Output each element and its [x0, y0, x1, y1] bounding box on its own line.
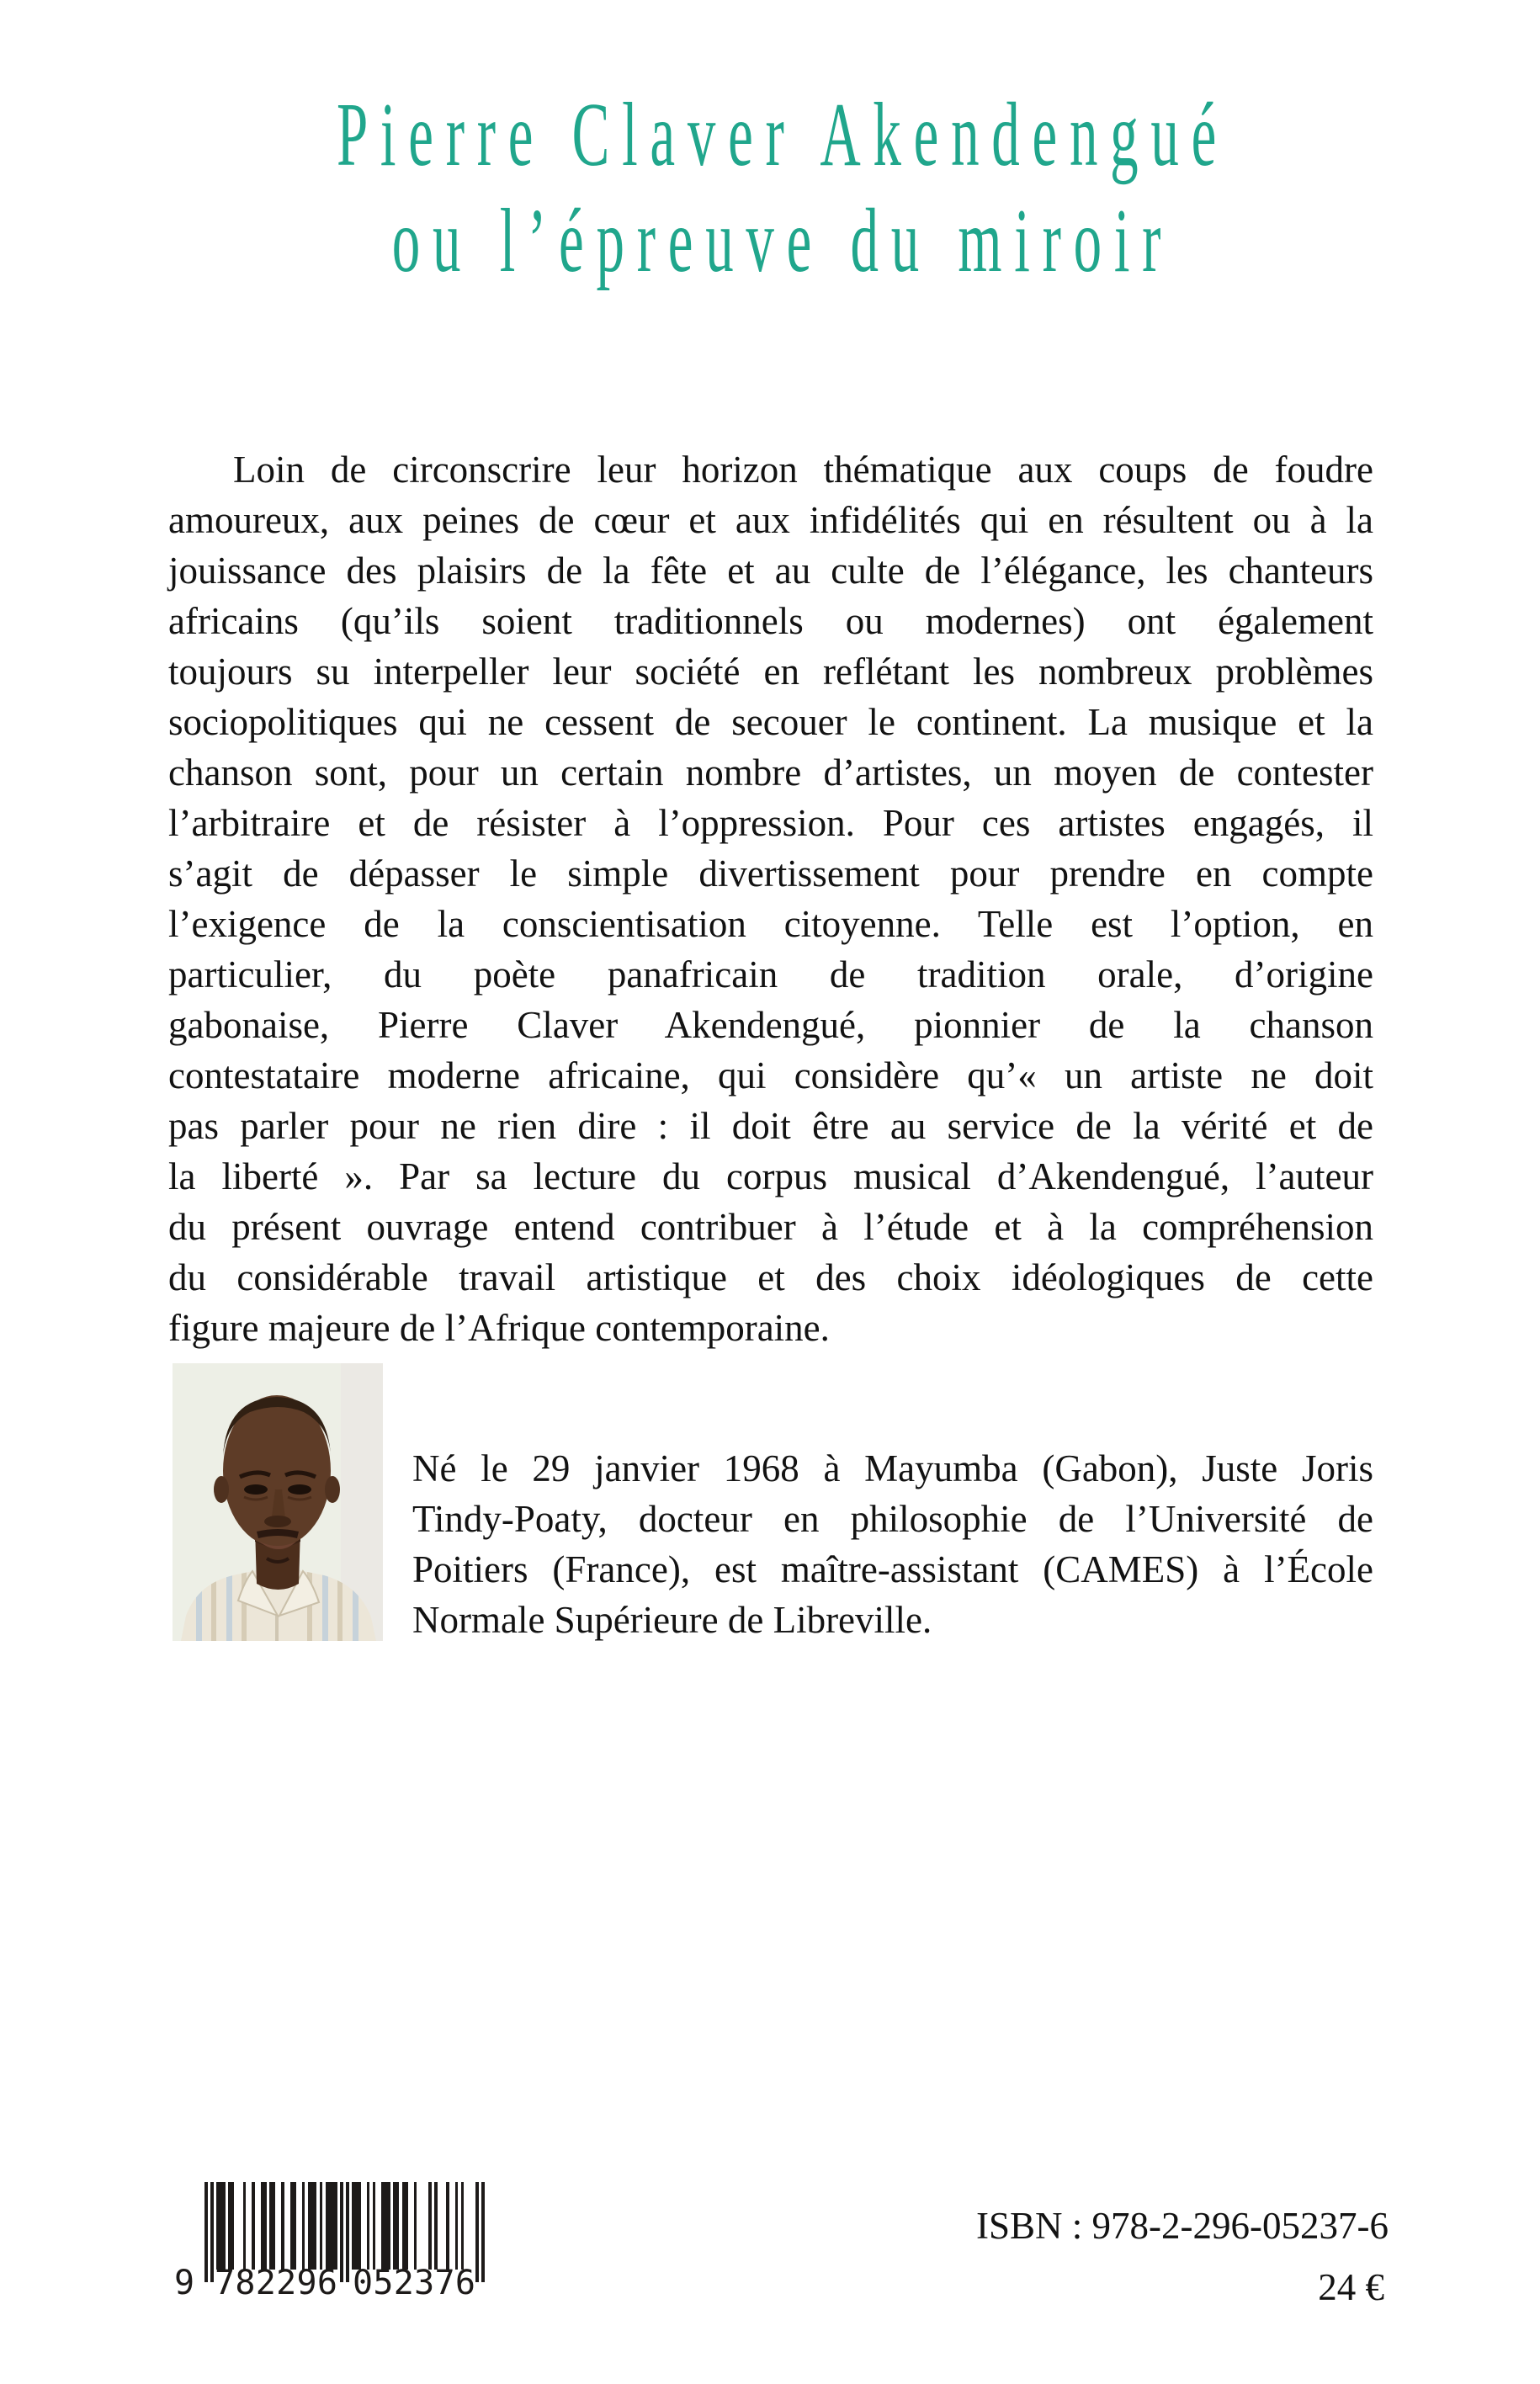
synopsis-line: l’arbitraire et de résister à l’oppression. Pour ces artistes engagés, il	[168, 802, 1373, 844]
synopsis-line: pas parler pour ne rien dire : il doit être au service de la vérité et de	[168, 1105, 1373, 1147]
bio-line: Tindy-Poaty, docteur en philosophie de l’Université de	[412, 1498, 1373, 1540]
bio-line: Né le 29 janvier 1968 à Mayumba (Gabon), Juste Joris	[412, 1447, 1373, 1489]
synopsis-line: sociopolitiques qui ne cessent de secouer le continent. La musique et la	[168, 701, 1373, 743]
synopsis-line: figure majeure de l’Afrique contemporaine.	[168, 1307, 830, 1349]
synopsis-line: s’agit de dépasser le simple divertissement pour prendre en compte	[168, 852, 1373, 895]
barcode-digit-group-2: 0 5 2 3 7 6	[353, 2264, 475, 2302]
author-portrait-illustration	[173, 1363, 383, 1641]
synopsis-line: particulier, du poète panafricain de tradition orale, d’origine	[168, 953, 1373, 996]
book-title-line-1: Pierre Claver Akendengué	[336, 85, 1229, 185]
synopsis-paragraph	[168, 444, 1373, 1353]
eye-right	[288, 1484, 311, 1495]
author-photo	[173, 1363, 383, 1641]
synopsis-line: contestataire moderne africaine, qui considère qu’« un artiste ne doit	[168, 1054, 1373, 1096]
synopsis-line: du présent ouvrage entend contribuer à l’étude et à la compréhension	[168, 1206, 1373, 1248]
barcode-digit-group-1: 7 8 2 2 9 6	[215, 2264, 337, 2302]
synopsis-line: amoureux, aux peines de cœur et aux infidélités qui en résultent ou à la	[168, 499, 1373, 541]
synopsis-line: gabonaise, Pierre Claver Akendengué, pionnier de la chanson	[168, 1004, 1373, 1046]
synopsis-line: chanson sont, pour un certain nombre d’artistes, un moyen de contester	[168, 751, 1373, 794]
author-bio	[412, 1443, 1373, 1645]
isbn-text: ISBN : 978-2-296-05237-6	[976, 2205, 1389, 2247]
ear-right	[325, 1476, 340, 1503]
synopsis-line: toujours su interpeller leur société en reflétant les nombreux problèmes	[168, 650, 1373, 693]
synopsis-line: l’exigence de la conscientisation citoyenne. Telle est l’option, en	[168, 903, 1373, 945]
book-title-line-2: ou l’épreuve du miroir	[391, 191, 1174, 291]
bio-line: Poitiers (France), est maître-assistant (CAMES) à l’École	[412, 1548, 1373, 1590]
ear-left	[214, 1476, 229, 1503]
synopsis-line: du considérable travail artistique et des choix idéologiques de cette	[168, 1256, 1373, 1298]
eye-left	[244, 1484, 268, 1495]
synopsis-line: jouissance des plaisirs de la fête et au culte de l’élégance, les chanteurs	[168, 550, 1373, 592]
synopsis-line: Loin de circonscrire leur horizon thématique aux coups de foudre	[233, 449, 1373, 491]
barcode	[174, 2182, 485, 2304]
barcode-digit-lead: 9	[174, 2264, 195, 2302]
synopsis-line: africains (qu’ils soient traditionnels ou modernes) ont également	[168, 600, 1373, 642]
bio-line: Normale Supérieure de Libreville.	[412, 1599, 932, 1641]
synopsis-line: la liberté ». Par sa lecture du corpus musical d’Akendengué, l’auteur	[168, 1155, 1373, 1197]
book-title	[13, 82, 1540, 295]
price-text: 24 €	[1318, 2266, 1384, 2308]
